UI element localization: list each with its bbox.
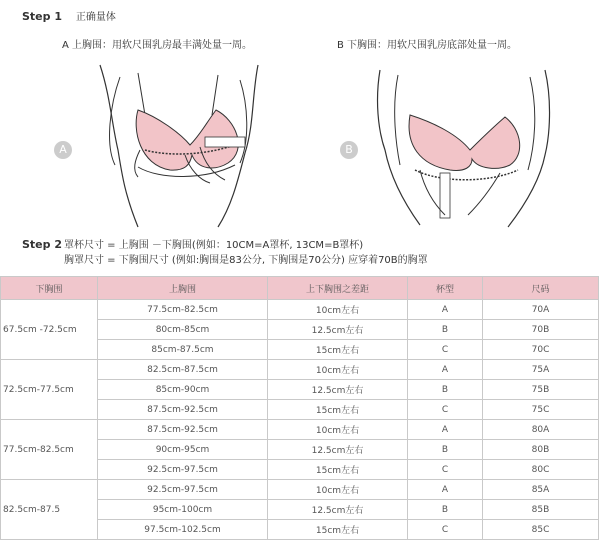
difference-cell: 12.5cm左右 bbox=[268, 380, 408, 400]
difference-cell: 15cm左右 bbox=[268, 520, 408, 540]
cup-cell: B bbox=[408, 500, 483, 520]
bust-cell: 92.5cm-97.5cm bbox=[98, 460, 268, 480]
table-row bbox=[1, 420, 599, 440]
under-bust-cell: 72.5cm-77.5cm bbox=[1, 360, 98, 420]
cup-cell: A bbox=[408, 300, 483, 320]
bust-cell: 85cm-87.5cm bbox=[98, 340, 268, 360]
difference-cell: 15cm左右 bbox=[268, 400, 408, 420]
cup-cell: A bbox=[408, 420, 483, 440]
bust-cell: 85cm-90cm bbox=[98, 380, 268, 400]
under-bust-cell: 67.5cm -72.5cm bbox=[1, 300, 98, 360]
under-bust-cell: 77.5cm-82.5cm bbox=[1, 420, 98, 480]
table-row bbox=[1, 480, 599, 500]
size-cell: 80A bbox=[483, 420, 599, 440]
cup-cell: B bbox=[408, 320, 483, 340]
difference-cell: 12.5cm左右 bbox=[268, 440, 408, 460]
size-cell: 70C bbox=[483, 340, 599, 360]
under-bust-cell: 82.5cm-87.5 bbox=[1, 480, 98, 540]
bust-cell: 87.5cm-92.5cm bbox=[98, 420, 268, 440]
size-cell: 80C bbox=[483, 460, 599, 480]
table-header-row bbox=[1, 277, 599, 300]
step1-title: 正确量体 bbox=[75, 12, 116, 23]
cup-cell: C bbox=[408, 460, 483, 480]
bust-cell: 77.5cm-82.5cm bbox=[98, 300, 268, 320]
figure-b-illustration bbox=[340, 55, 580, 230]
size-cell: 85B bbox=[483, 500, 599, 520]
header-bust: 上胸围 bbox=[98, 277, 268, 300]
size-cell: 75C bbox=[483, 400, 599, 420]
bust-cell: 90cm-95cm bbox=[98, 440, 268, 460]
size-cell: 85C bbox=[483, 520, 599, 540]
difference-cell: 12.5cm左右 bbox=[268, 320, 408, 340]
header-difference: 上下胸围之差距 bbox=[268, 277, 408, 300]
bust-cell: 82.5cm-87.5cm bbox=[98, 360, 268, 380]
step2-line2: 胸罩尺寸 = 下胸围尺寸 (例如:胸围是83公分, 下胸围是70公分) 应穿着70B的胸罩 bbox=[64, 255, 428, 266]
bust-cell: 97.5cm-102.5cm bbox=[98, 520, 268, 540]
size-cell: 70B bbox=[483, 320, 599, 340]
size-cell: 75B bbox=[483, 380, 599, 400]
header-under-bust: 下胸围 bbox=[1, 277, 98, 300]
size-cell: 75A bbox=[483, 360, 599, 380]
table-row bbox=[1, 300, 599, 320]
step2-line1: 罩杯尺寸 = 上胸围 －下胸围(例如：10CM=A罩杯, 13CM=B罩杯) bbox=[64, 240, 364, 251]
table-row bbox=[1, 360, 599, 380]
size-cell: 70A bbox=[483, 300, 599, 320]
bust-cell: 87.5cm-92.5cm bbox=[98, 400, 268, 420]
bust-cell: 95cm-100cm bbox=[98, 500, 268, 520]
size-table bbox=[0, 276, 599, 540]
figure-a-illustration bbox=[40, 55, 290, 230]
figure-a-caption: A 上胸围：用软尺围乳房最丰满处量一周。 bbox=[62, 40, 253, 51]
header-cup: 杯型 bbox=[408, 277, 483, 300]
bust-cell: 80cm-85cm bbox=[98, 320, 268, 340]
bust-cell: 92.5cm-97.5cm bbox=[98, 480, 268, 500]
size-cell: 80B bbox=[483, 440, 599, 460]
cup-cell: C bbox=[408, 520, 483, 540]
cup-cell: B bbox=[408, 380, 483, 400]
badge-a-icon: A bbox=[54, 141, 72, 159]
difference-cell: 12.5cm左右 bbox=[268, 500, 408, 520]
badge-b-icon: B bbox=[340, 141, 358, 159]
cup-cell: B bbox=[408, 440, 483, 460]
step1-heading bbox=[22, 8, 116, 23]
cup-cell: C bbox=[408, 340, 483, 360]
figure-b-caption: B 下胸围：用软尺围乳房底部处量一周。 bbox=[337, 40, 518, 51]
step2-label: Step 2 bbox=[22, 238, 62, 251]
difference-cell: 15cm左右 bbox=[268, 340, 408, 360]
difference-cell: 10cm左右 bbox=[268, 480, 408, 500]
cup-cell: A bbox=[408, 480, 483, 500]
cup-cell: A bbox=[408, 360, 483, 380]
header-size: 尺码 bbox=[483, 277, 599, 300]
difference-cell: 10cm左右 bbox=[268, 300, 408, 320]
difference-cell: 15cm左右 bbox=[268, 460, 408, 480]
difference-cell: 10cm左右 bbox=[268, 360, 408, 380]
step2-section bbox=[22, 237, 428, 268]
step1-label: Step 1 bbox=[22, 10, 62, 23]
cup-cell: C bbox=[408, 400, 483, 420]
size-cell: 85A bbox=[483, 480, 599, 500]
difference-cell: 10cm左右 bbox=[268, 420, 408, 440]
